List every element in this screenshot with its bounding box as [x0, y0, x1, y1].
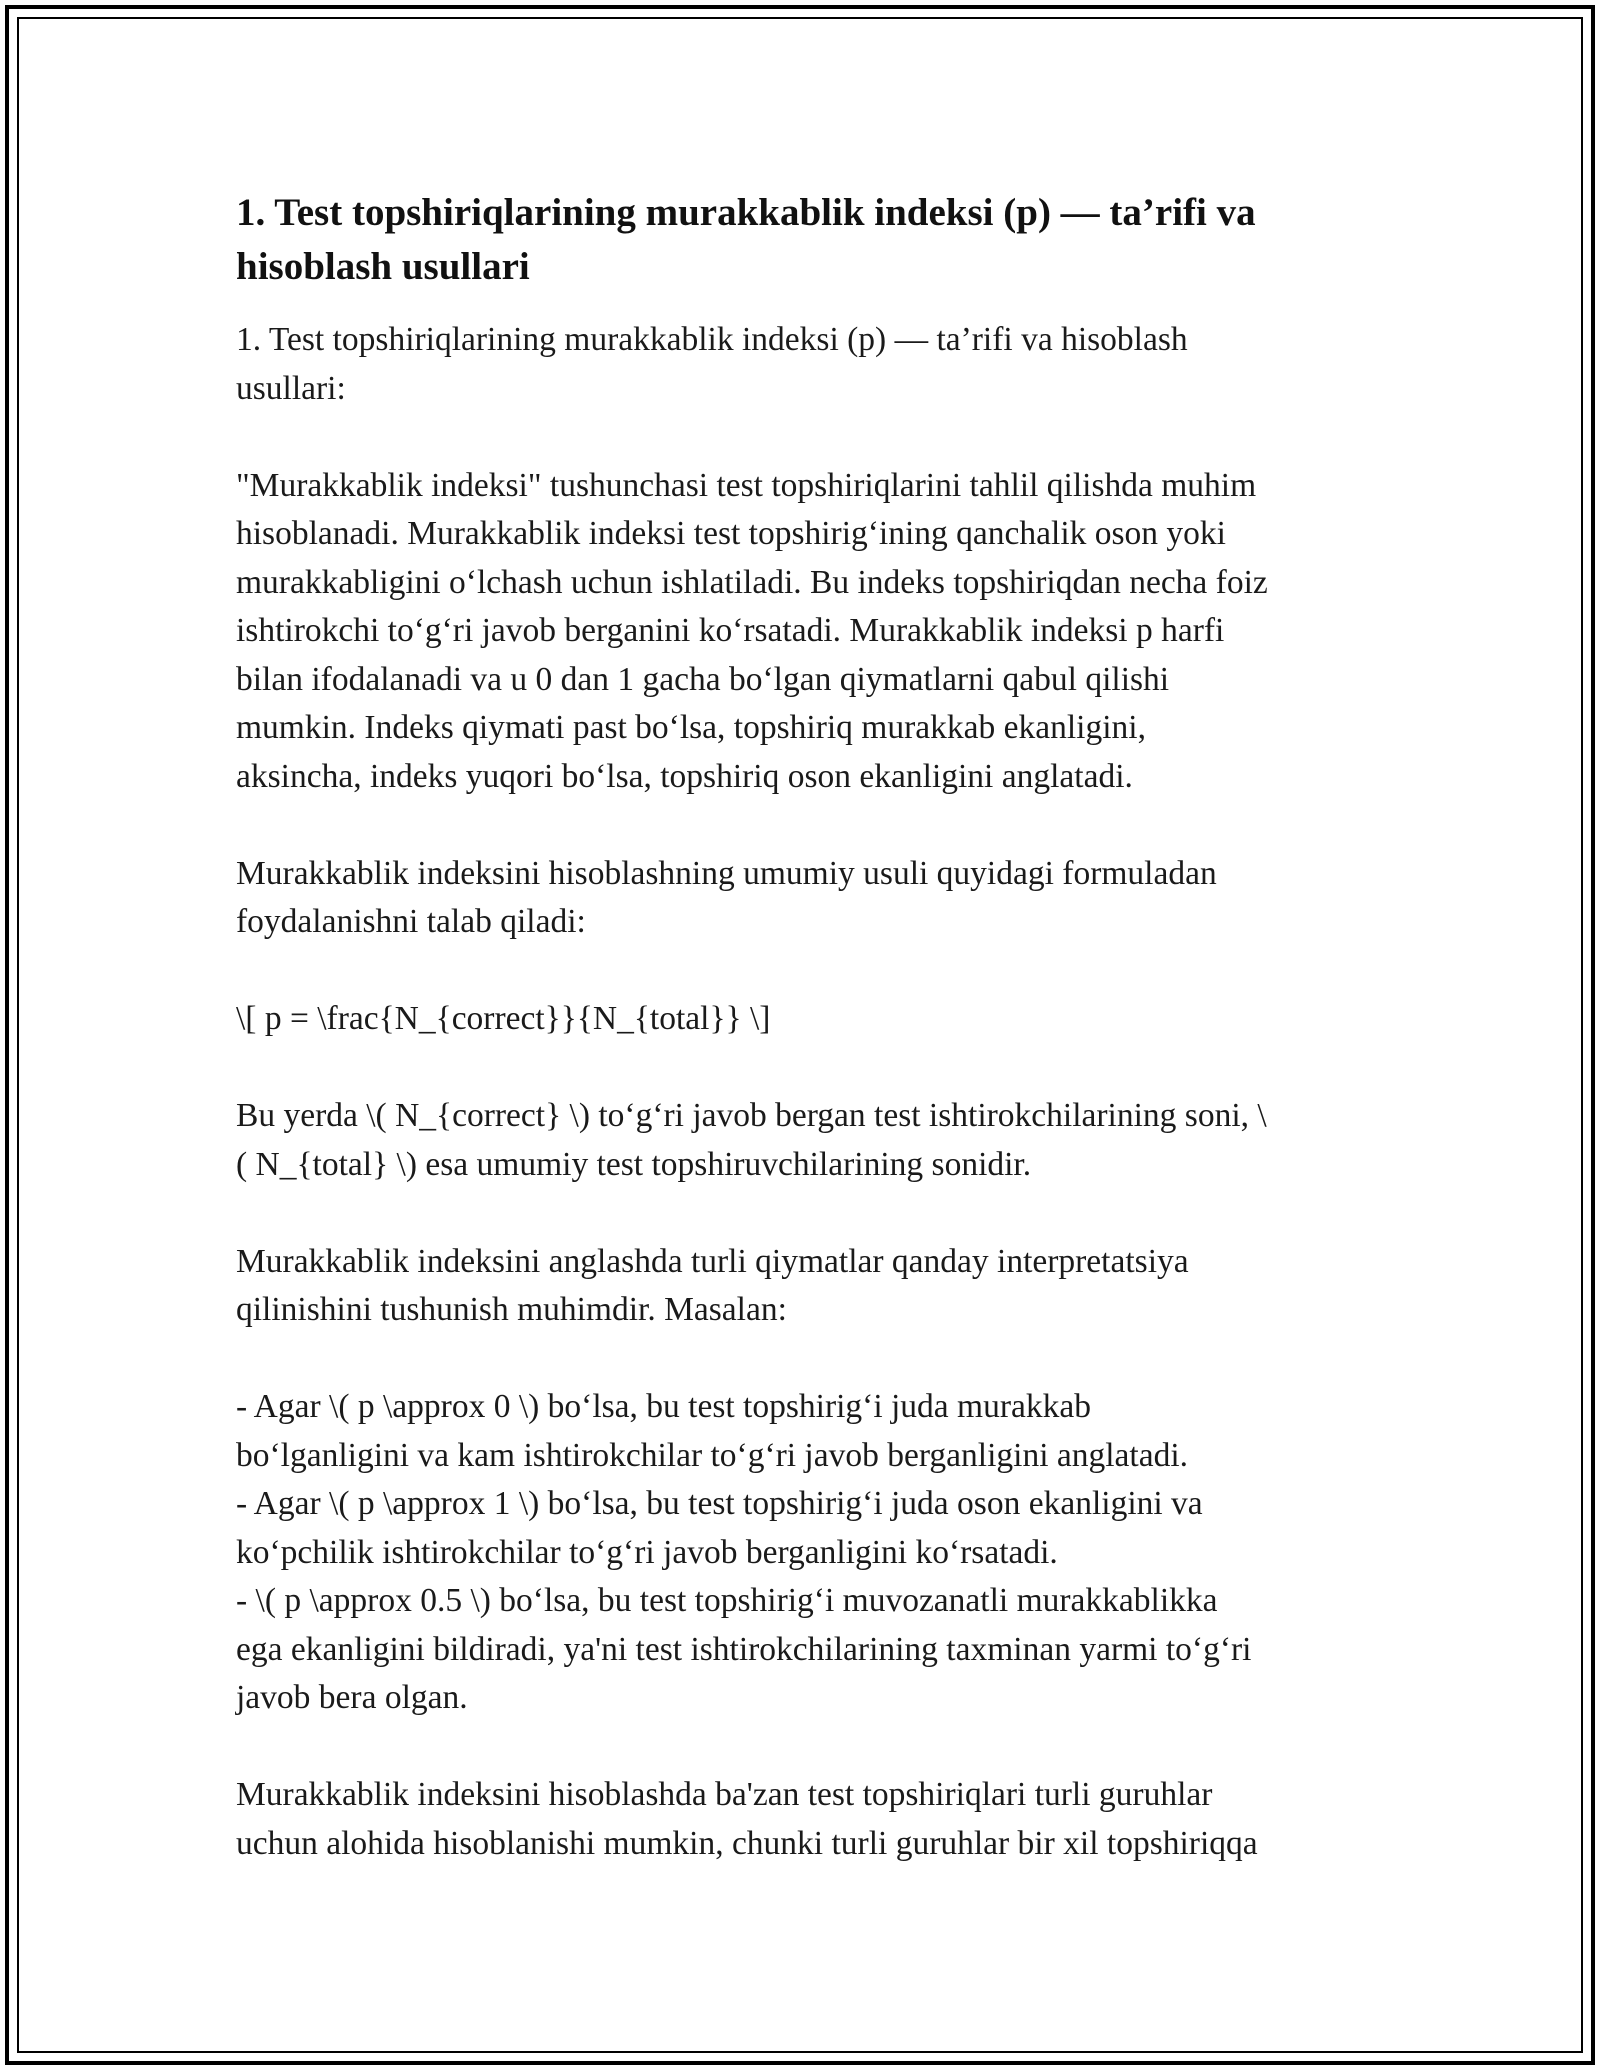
paragraph-method-intro — [236, 850, 1376, 947]
list-item-line: - \( p \approx 0.5 \) bo‘lsa, bu test topshirig‘i muvozanatli murakkablikka — [236, 1582, 1218, 1619]
list-item-line: bo‘lganligini va kam ishtirokchilar to‘g‘ri javob berganligini anglatadi. — [236, 1436, 1189, 1474]
paragraph-formula-explanation — [236, 1092, 1376, 1189]
paragraph-section-heading — [236, 316, 1376, 413]
text-line: mumkin. Indeks qiymati past bo‘lsa, topshiriq murakkab ekanligini, — [236, 709, 1146, 746]
document-body — [236, 316, 1376, 1868]
paragraph-interpretation-intro — [236, 1238, 1376, 1335]
text-line: 1. Test topshiriqlarining murakkablik indeksi (p) — ta’rifi va hisoblash — [236, 321, 1188, 358]
list-item-line: javob bera olgan. — [236, 1679, 468, 1716]
text-line: "Murakkablik indeksi" tushunchasi test topshiriqlarini tahlil qilishda muhim — [236, 466, 1257, 504]
paragraph-definition — [236, 462, 1376, 802]
document-title — [236, 186, 1376, 294]
text-line: hisoblanadi. Murakkablik indeksi test topshirig‘ining qanchalik oson yoki — [236, 515, 1226, 552]
formula-line: \[ p = \frac{N_{correct}}{N_{total}} \] — [236, 1000, 771, 1037]
text-line: foydalanishni talab qiladi: — [236, 903, 586, 940]
text-line: bilan ifodalanadi va u 0 dan 1 gacha bo‘lgan qiymatlarni qabul qilishi — [236, 660, 1170, 698]
paragraph-groups — [236, 1771, 1376, 1868]
text-line: ( N_{total} \) esa umumiy test topshiruvchilarining sonidir. — [236, 1145, 1032, 1183]
list-item-line: - Agar \( p \approx 1 \) bo‘lsa, bu test topshirig‘i juda oson ekanligini va — [236, 1485, 1203, 1522]
text-line: Murakkablik indeksini hisoblashda ba'zan test topshiriqlari turli guruhlar — [236, 1776, 1213, 1813]
list-item-line: ega ekanligini bildiradi, ya'ni test ishtirokchilarining taxminan yarmi to‘g‘ri — [236, 1630, 1252, 1668]
title-line: hisoblash usullari — [236, 245, 530, 288]
text-line: aksincha, indeks yuqori bo‘lsa, topshiriq oson ekanligini anglatadi. — [236, 757, 1133, 795]
text-line: Bu yerda \( N_{correct} \) to‘g‘ri javob bergan test ishtirokchilarining soni, \ — [236, 1097, 1267, 1134]
list-item-line: ko‘pchilik ishtirokchilar to‘g‘ri javob berganligini ko‘rsatadi. — [236, 1533, 1058, 1571]
paragraph-formula — [236, 995, 1376, 1044]
document-content — [236, 186, 1376, 1917]
text-line: uchun alohida hisoblanishi mumkin, chunki turli guruhlar bir xil topshiriqqa — [236, 1824, 1258, 1862]
text-line: Murakkablik indeksini hisoblashning umumiy usuli quyidagi formuladan — [236, 854, 1217, 892]
text-line: qilinishini tushunish muhimdir. Masalan: — [236, 1291, 787, 1328]
title-line: 1. Test topshiriqlarining murakkablik indeksi (p) — ta’rifi va — [236, 191, 1256, 234]
text-line: usullari: — [236, 369, 346, 407]
text-line: Murakkablik indeksini anglashda turli qiymatlar qanday interpretatsiya — [236, 1242, 1189, 1280]
text-line: murakkabligini o‘lchash uchun ishlatiladi. Bu indeks topshiriqdan necha foiz — [236, 563, 1268, 601]
paragraph-interpretation-list — [236, 1383, 1376, 1723]
text-line: ishtirokchi to‘g‘ri javob berganini ko‘rsatadi. Murakkablik indeksi p harfi — [236, 612, 1225, 649]
list-item-line: - Agar \( p \approx 0 \) bo‘lsa, bu test topshirig‘i juda murakkab — [236, 1388, 1092, 1425]
